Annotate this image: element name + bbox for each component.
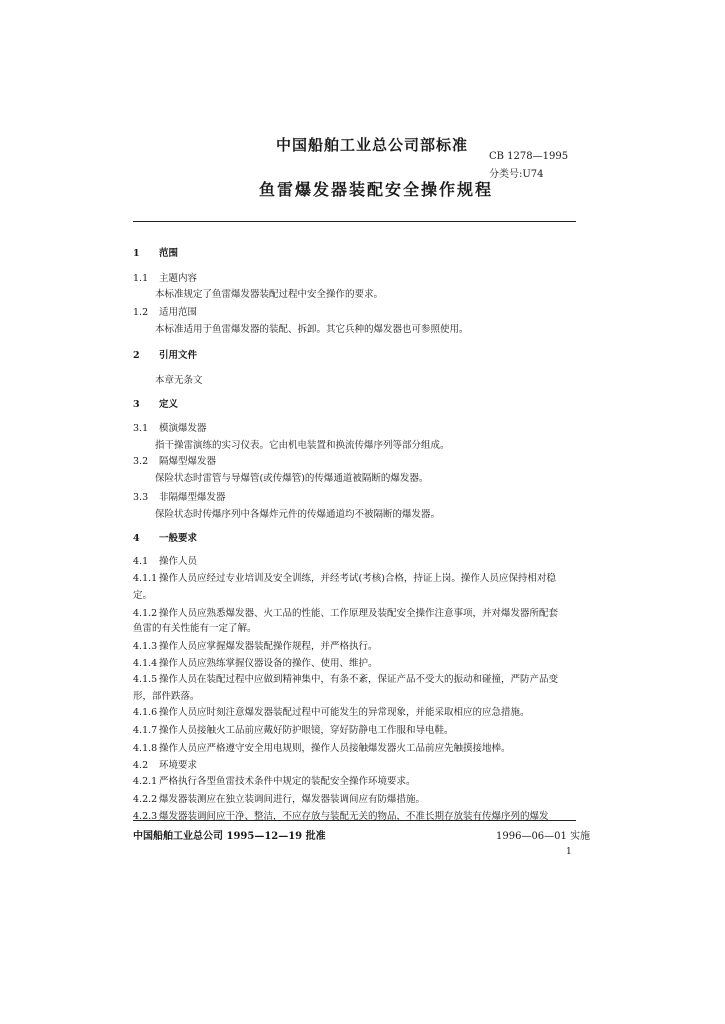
clause-text: 模演爆发器 xyxy=(159,423,207,434)
body-line xyxy=(155,470,428,484)
clause-number: 3 xyxy=(133,399,140,410)
body-line xyxy=(133,553,197,567)
issue-approval: 中国船舶工业总公司 1995—12—19 批准 xyxy=(133,831,326,842)
issuing-organization: 中国船舶工业总公司部标准 xyxy=(276,136,469,154)
clause-text: 本标准适用于鱼雷爆发器的装配、拆卸。其它兵种的爆发器也可参照使用。 xyxy=(155,324,469,335)
header-rule xyxy=(133,221,576,222)
footer-rule xyxy=(133,820,576,821)
clause-number: 4.1.6 xyxy=(133,707,158,718)
clause-text: 隔爆型爆发器 xyxy=(159,456,217,467)
clause-number: 1 xyxy=(133,248,140,259)
clause-number: 4 xyxy=(133,533,140,544)
clause-number: 4.1.8 xyxy=(133,743,158,754)
body-line xyxy=(133,245,178,259)
clause-text: 指干操雷演练的实习仪表。它由机电装置和换流传爆序列等部分组成。 xyxy=(155,440,450,451)
clause-text: 操作人员应熟练掌握仪器设备的操作、使用、维护。 xyxy=(159,658,378,669)
clause-text: 操作人员接触火工品前应戴好防护眼镜，穿好防静电工作服和导电鞋。 xyxy=(159,725,454,736)
body-line xyxy=(133,655,378,669)
clause-number: 1.2 xyxy=(133,307,149,318)
body-line xyxy=(133,791,425,805)
body-line xyxy=(133,605,558,619)
body-line xyxy=(133,453,216,467)
body-line xyxy=(133,489,226,503)
clause-text: 主题内容 xyxy=(159,273,198,284)
body-line xyxy=(133,420,207,434)
clause-number: 4.2.1 xyxy=(133,776,158,787)
body-line xyxy=(155,321,469,335)
clause-text: 爆发器装测应在独立装调间进行，爆发器装调间应有防爆措施。 xyxy=(159,794,426,805)
clause-number: 3.2 xyxy=(133,456,149,467)
clause-text: 非隔爆型爆发器 xyxy=(159,492,226,503)
clause-text: 本章无条文 xyxy=(155,375,203,386)
clause-number: 4.1.1 xyxy=(133,573,158,584)
body-line xyxy=(133,740,511,754)
implementation-date: 1996—06—01 实施 xyxy=(496,831,591,842)
clause-text: 一般要求 xyxy=(159,533,198,544)
body-line xyxy=(133,530,197,544)
clause-number: 4.1.7 xyxy=(133,725,158,736)
clause-text: 操作人员应经过专业培训及安全训练，并经考试(考核)合格，持证上岗。操作人员应保持相对稳 xyxy=(159,573,556,584)
clause-number: 4.1 xyxy=(133,556,149,567)
body-line xyxy=(133,773,416,787)
clause-text: 适用范围 xyxy=(159,307,198,318)
clause-number: 2 xyxy=(133,350,140,361)
body-line xyxy=(133,757,197,771)
clause-number: 4.2.2 xyxy=(133,794,158,805)
body-line xyxy=(155,437,450,451)
clause-number: 4.2 xyxy=(133,760,149,771)
page-number: 1 xyxy=(566,847,572,857)
clause-text: 定义 xyxy=(159,399,179,410)
clause-text: 范围 xyxy=(159,248,179,259)
body-line xyxy=(155,372,203,386)
clause-text: 定。 xyxy=(133,590,153,601)
clause-text: 操作人员在装配过程中应做到精神集中，有条不紊，保证产品不受大的振动和碰撞，严防产品变 xyxy=(159,674,559,685)
clause-number: 1.1 xyxy=(133,273,149,284)
standard-code: CB 1278—1995 xyxy=(489,151,569,162)
clause-number: 3.3 xyxy=(133,492,149,503)
clause-text: 引用文件 xyxy=(159,350,198,361)
clause-text: 严格执行各型鱼雷技术条件中规定的装配安全操作环境要求。 xyxy=(159,776,416,787)
clause-text: 保险状态时雷管与导爆管(或传爆管)的传爆通道被隔断的爆发器。 xyxy=(155,473,429,484)
body-line xyxy=(133,722,454,736)
clause-text: 环境要求 xyxy=(159,760,198,771)
clause-text: 操作人员应时刻注意爆发器装配过程中可能发生的异常现象，并能采取相应的应急措施。 xyxy=(159,707,530,718)
body-line xyxy=(133,304,197,318)
clause-text: 操作人员应掌握爆发器装配操作规程，并严格执行。 xyxy=(159,641,378,652)
clause-number: 4.1.3 xyxy=(133,641,158,652)
body-line xyxy=(133,704,530,718)
body-line xyxy=(133,638,378,652)
clause-number: 4.1.2 xyxy=(133,608,158,619)
document-title: 鱼雷爆发器装配安全操作规程 xyxy=(259,180,494,199)
clause-text: 操作人员应严格遵守安全用电规则，操作人员接触爆发器火工品前应先触摸接地棒。 xyxy=(159,743,511,754)
body-line xyxy=(133,270,197,284)
clause-number: 4.1.5 xyxy=(133,674,158,685)
body-line xyxy=(133,688,200,702)
clause-text: 形，部件跌落。 xyxy=(133,691,200,702)
body-line xyxy=(133,570,556,584)
clause-text: 爆发器装调间应干净、整洁，不应存放与装配无关的物品，不准长期存放装有传爆序列的爆发 xyxy=(159,811,549,822)
clause-text: 鱼雷的有关性能有一定了解。 xyxy=(133,623,257,634)
clause-number: 3.1 xyxy=(133,423,149,434)
clause-text: 保险状态时传爆序列中各爆炸元件的传爆通道均不被隔断的爆发器。 xyxy=(155,509,441,520)
clause-number: 4.2.3 xyxy=(133,811,158,822)
body-line xyxy=(133,347,197,361)
body-line xyxy=(133,671,558,685)
clause-text: 操作人员 xyxy=(159,556,198,567)
body-line xyxy=(133,587,152,601)
classification-number: 分类号:U74 xyxy=(489,169,544,180)
body-line xyxy=(155,506,440,520)
clause-number: 4.1.4 xyxy=(133,658,158,669)
body-line xyxy=(155,286,383,300)
body-line xyxy=(133,396,178,410)
clause-text: 操作人员应熟悉爆发器、火工品的性能、工作原理及装配安全操作注意事项，并对爆发器所配套 xyxy=(159,608,559,619)
body-line xyxy=(133,620,257,634)
clause-text: 本标准规定了鱼雷爆发器装配过程中安全操作的要求。 xyxy=(155,289,384,300)
